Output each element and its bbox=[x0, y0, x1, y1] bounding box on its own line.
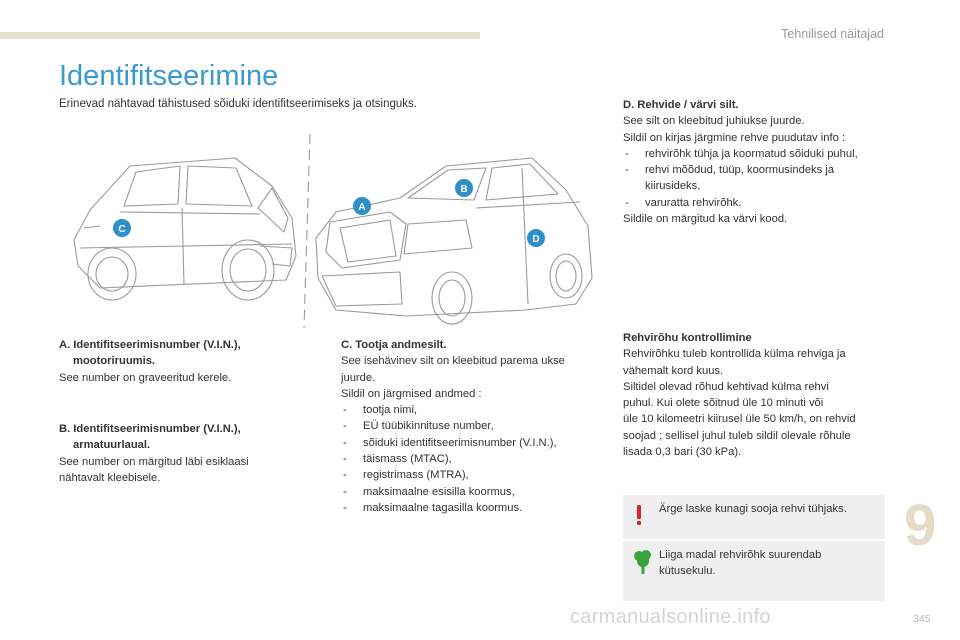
block-c-heading: C. Tootja andmesilt. bbox=[341, 339, 447, 351]
warning-note-text: Ärge laske kunagi sooja rehvi tühjaks. bbox=[659, 503, 847, 515]
pressure-line: lisada 0,3 bari (30 kPa). bbox=[623, 446, 742, 459]
eco-note bbox=[623, 541, 885, 601]
block-a bbox=[59, 337, 289, 386]
car-rear-illustration bbox=[60, 148, 305, 318]
block-b-text-2: nähtavalt kleebisele. bbox=[59, 471, 161, 484]
list-item: - maksimaalne tagasilla koormus. bbox=[341, 500, 601, 516]
block-a-heading-cont: mootoriruumis. bbox=[73, 355, 156, 368]
list-item: - EÜ tüübikinnituse number, bbox=[341, 418, 601, 434]
pressure-line: Rehvirõhku tuleb kontrollida külma rehviga ja bbox=[623, 348, 846, 361]
block-c-text-2: juurde. bbox=[341, 371, 376, 384]
list-item: - maksimaalne esisilla koormus, bbox=[341, 484, 601, 500]
eco-note-text-2: kütusekulu. bbox=[659, 565, 716, 577]
block-c-text-1: See isehävinev silt on kleebitud parema ukse bbox=[341, 355, 565, 368]
block-b-heading-cont: armatuurlaual. bbox=[73, 439, 151, 452]
pressure-line: vähemalt kord kuus. bbox=[623, 364, 724, 377]
warning-note bbox=[623, 495, 885, 539]
marker-b-label: B bbox=[460, 184, 468, 195]
block-d bbox=[623, 97, 893, 227]
list-item: - rehvi mõõdud, tüüp, koormusindeks ja kiirusideks, bbox=[623, 162, 893, 195]
watermark: carmanualsonline.info bbox=[570, 606, 771, 628]
marker-d-label: D bbox=[532, 234, 540, 245]
list-item: - täismass (MTAC), bbox=[341, 451, 601, 467]
eco-tree-icon bbox=[633, 549, 653, 575]
block-a-text: See number on graveeritud kerele. bbox=[59, 371, 232, 384]
block-b-text-1: See number on märgitud läbi esiklaasi bbox=[59, 455, 249, 468]
block-b-heading: B. Identifitseerimisnumber (V.I.N.), bbox=[59, 423, 241, 435]
section-title: Tehnilised näitajad bbox=[781, 27, 884, 41]
list-item: - rehvirõhk tühja ja koormatud sõiduki puhul, bbox=[623, 146, 893, 162]
block-d-heading: D. Rehvide / värvi silt. bbox=[623, 99, 739, 111]
page-title: Identifitseerimine bbox=[59, 60, 279, 92]
block-d-text-1: See silt on kleebitud juhiukse juurde. bbox=[623, 115, 805, 128]
eco-note-text-1: Liiga madal rehvirõhk suurendab bbox=[659, 549, 822, 561]
block-c bbox=[341, 337, 601, 516]
chapter-number: 9 bbox=[904, 493, 937, 558]
intro-text: Erinevad nähtavad tähistused sõiduki identifitseerimiseks ja otsinguks. bbox=[59, 98, 417, 110]
pressure-line: Siltidel olevad rõhud kehtivad külma rehvi bbox=[623, 380, 829, 393]
pressure-heading: Rehvirõhu kontrollimine bbox=[623, 332, 752, 344]
block-b bbox=[59, 421, 289, 486]
pressure-line: üle 10 kilomeetri kiirusel üle 50 km/h, on rehvid bbox=[623, 413, 856, 426]
block-c-list bbox=[341, 402, 601, 516]
block-c-text-3: Sildil on järgmised andmed : bbox=[341, 387, 482, 400]
block-d-list bbox=[623, 146, 893, 211]
header-band bbox=[0, 32, 480, 39]
block-d-footer: Sildile on märgitud ka värvi kood. bbox=[623, 213, 788, 226]
car-front-illustration bbox=[296, 128, 596, 333]
block-a-heading: A. Identifitseerimisnumber (V.I.N.), bbox=[59, 339, 241, 351]
list-item: - varuratta rehvirõhk. bbox=[623, 195, 893, 211]
marker-a-label: A bbox=[358, 202, 366, 213]
page-number: 345 bbox=[913, 613, 931, 625]
marker-c-label: C bbox=[118, 224, 126, 235]
pressure-line: soojad ; sellisel juhul tuleb sildil olevale rõhule bbox=[623, 429, 851, 442]
pressure-block bbox=[623, 330, 893, 460]
warning-exclamation-icon bbox=[633, 503, 645, 527]
list-item: - registrimass (MTRA), bbox=[341, 467, 601, 483]
block-d-text-2: Sildil on kirjas järgmine rehve puudutav info : bbox=[623, 131, 846, 144]
pressure-line: puhul. Kui olete sõitnud üle 10 minuti või bbox=[623, 397, 824, 410]
list-item: - sõiduki identifitseerimisnumber (V.I.N.), bbox=[341, 435, 601, 451]
list-item: - tootja nimi, bbox=[341, 402, 601, 418]
